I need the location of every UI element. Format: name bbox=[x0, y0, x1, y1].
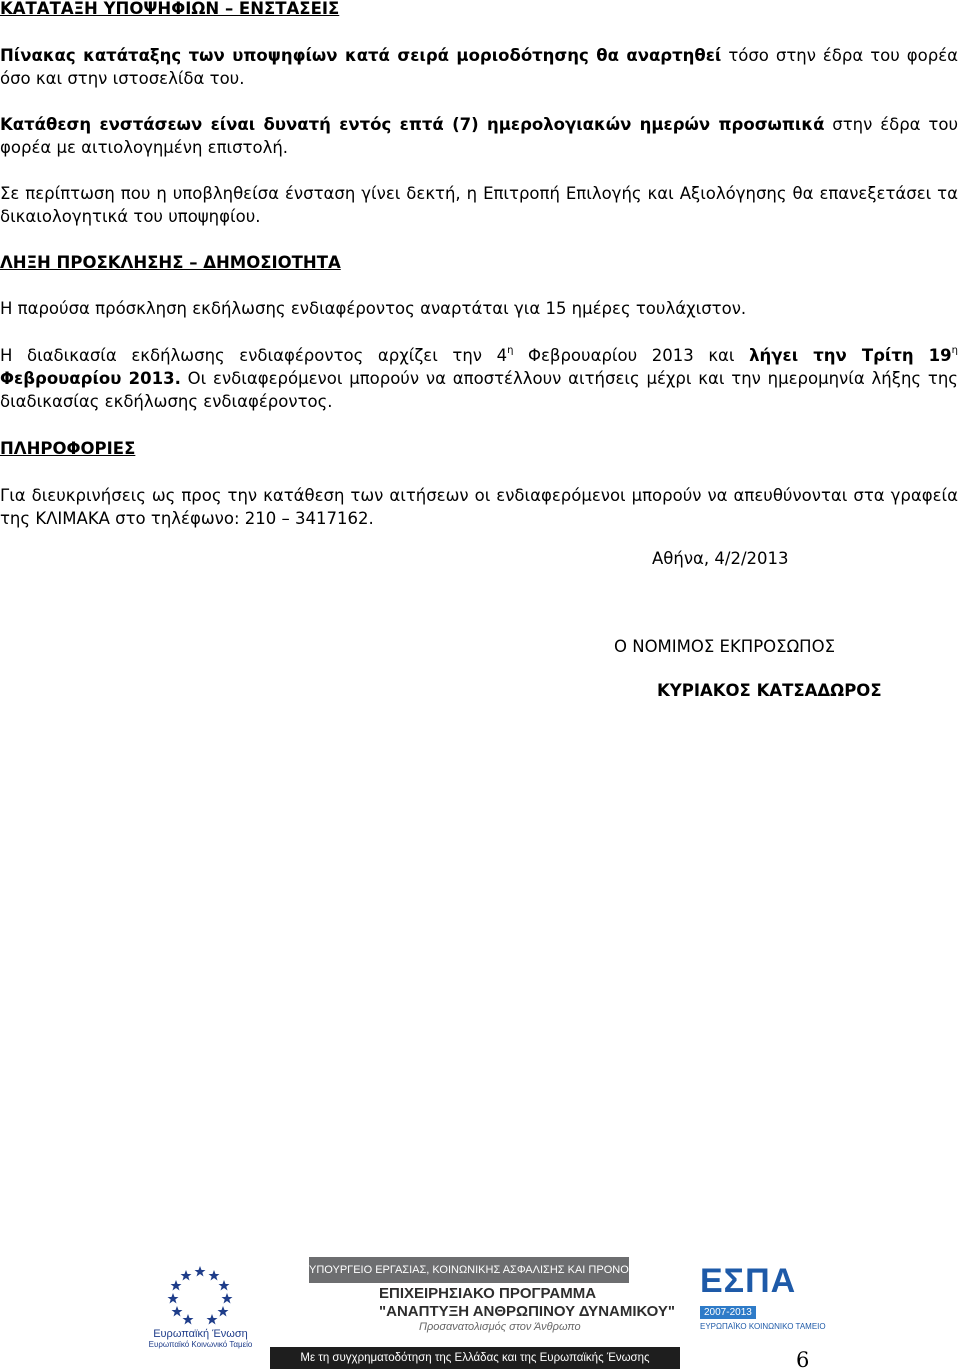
eu-subtitle: Ευρωπαϊκό Κοινωνικό Ταμείο bbox=[148, 1340, 253, 1349]
text: Οι ενδιαφερόμενοι μπορούν να αποστέλλουν αιτήσεις μέχρι και την ημερομηνία λήξης της διαδικασίας εκδήλωσης ενδιαφέροντος. bbox=[0, 369, 958, 411]
espa-fund-label: ΕΥΡΩΠΑΪΚΟ ΚΟΙΝΩΝΙΚΟ ΤΑΜΕΙΟ bbox=[700, 1322, 826, 1331]
signature-date: Αθήνα, 4/2/2013 bbox=[652, 549, 789, 568]
espa-years: 2007-2013 bbox=[700, 1306, 756, 1319]
program-tagline: Προσανατολισμός στον Άνθρωπο bbox=[419, 1321, 581, 1333]
text: τόσο στην έδρα του φορέα όσο και στην ιστοσελίδα του. bbox=[0, 46, 959, 88]
eu-stars-icon bbox=[150, 1262, 250, 1328]
section-heading-deadline: ΛΗΞΗ ΠΡΟΣΚΛΗΣΗΣ – ΔΗΜΟΣΙΟΤΗΤΑ bbox=[0, 253, 341, 272]
program-logo bbox=[309, 1285, 676, 1345]
cofunding-bar: Με τη συγχρηματοδότηση της Ελλάδας και της Ευρωπαϊκής Ένωσης bbox=[270, 1347, 680, 1369]
paragraph-contact: Για διευκρινήσεις ως προς την κατάθεση των αιτήσεων οι ενδιαφερόμενοι μπορούν να απευθύνονται στα γραφεία της ΚΛΙΜΑΚΑ στο τηλέφωνο: 210 – 3417162. bbox=[0, 486, 958, 528]
paragraph-objections bbox=[0, 113, 958, 159]
text: στην έδρα του φορέα με αιτιολογημένη επιστολή. bbox=[0, 115, 958, 157]
signature-name: ΚΥΡΙΑΚΟΣ ΚΑΤΣΑΔΩΡΟΣ bbox=[657, 681, 882, 700]
bold-text: Φεβρουαρίου 2013. bbox=[0, 369, 181, 388]
espa-logo bbox=[700, 1262, 826, 1342]
page-number: 6 bbox=[796, 1348, 810, 1372]
paragraph-objection-accepted: Σε περίπτωση που η υποβληθείσα ένσταση γίνει δεκτή, η Επιτροπή Επιλογής και Αξιολόγησης θα επανεξετάσει τα δικαιολογητικά του υποψηφίου. bbox=[0, 184, 958, 226]
ministry-banner: ΥΠΟΥΡΓΕΙΟ ΕΡΓΑΣΙΑΣ, ΚΟΙΝΩΝΙΚΗΣ ΑΣΦΑΛΙΣΗΣ ΚΑΙ ΠΡΟΝΟΙΑΣ bbox=[309, 1257, 629, 1283]
paragraph-ranking-table bbox=[0, 44, 958, 90]
eu-title: Ευρωπαϊκή Ένωση bbox=[153, 1328, 248, 1340]
signature-role: Ο ΝΟΜΙΜΟΣ ΕΚΠΡΟΣΩΠΟΣ bbox=[614, 637, 836, 656]
paragraph-process-dates bbox=[0, 344, 958, 413]
program-title: ΕΠΙΧΕΙΡΗΣΙΑΚΟ ΠΡΟΓΡΑΜΜΑ bbox=[379, 1285, 597, 1302]
text: Φεβρουαρίου 2013 και bbox=[513, 346, 750, 365]
paragraph-posting-duration: Η παρούσα πρόσκληση εκδήλωσης ενδιαφέροντος αναρτάται για 15 ημέρες τουλάχιστον. bbox=[0, 299, 747, 318]
eu-logo bbox=[143, 1262, 258, 1367]
superscript: η bbox=[507, 345, 514, 356]
section-heading-ranking: ΚΑΤΑΤΑΞΗ ΥΠΟΨΗΦΙΩΝ – ΕΝΣΤΑΣΕΙΣ bbox=[0, 0, 340, 18]
program-name: "ΑΝΑΠΤΥΞΗ ΑΝΘΡΩΠΙΝΟΥ ΔΥΝΑΜΙΚΟΥ" bbox=[379, 1303, 676, 1320]
text: Η διαδικασία εκδήλωσης ενδιαφέροντος αρχίζει την 4 bbox=[0, 346, 508, 365]
superscript: η bbox=[951, 345, 958, 356]
bold-text: Κατάθεση ενστάσεων είναι δυνατή εντός επτά (7) ημερολογιακών ημερών προσωπικά bbox=[0, 115, 825, 134]
bold-text: λήγει την Τρίτη 19 bbox=[749, 346, 952, 365]
section-heading-info: ΠΛΗΡΟΦΟΡΙΕΣ bbox=[0, 439, 136, 458]
bold-text: Πίνακας κατάταξης των υποψηφίων κατά σειρά μοριοδότησης θα αναρτηθεί bbox=[0, 46, 722, 65]
espa-wordmark: ΕΣΠΑ bbox=[700, 1262, 797, 1300]
